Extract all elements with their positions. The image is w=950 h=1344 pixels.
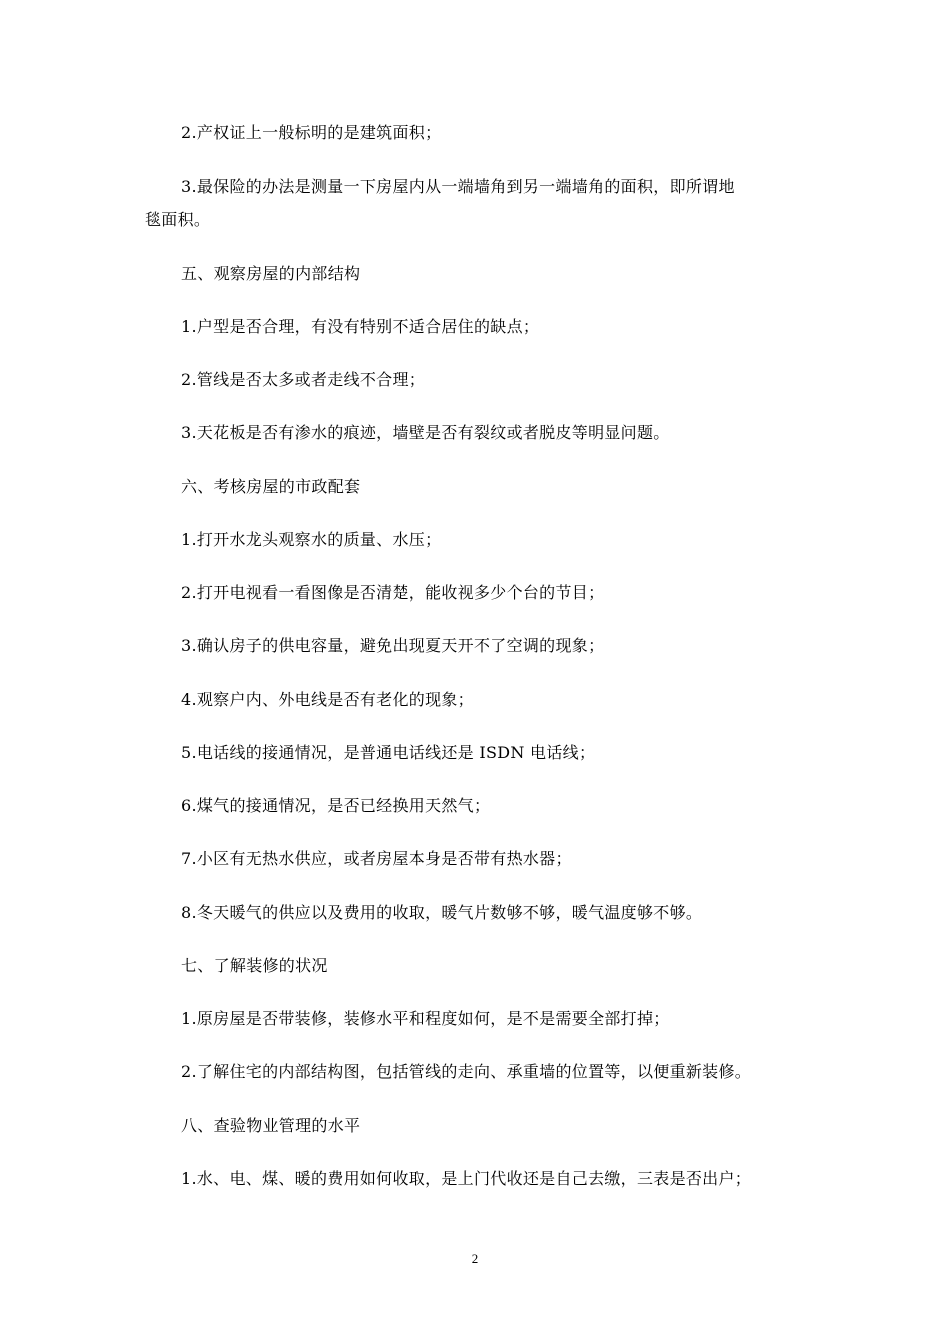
- paragraph-property-cert: 2.产权证上一般标明的是建筑面积；: [181, 123, 442, 142]
- paragraph-ceiling: 3.天花板是否有渗水的痕迹，墙壁是否有裂纹或者脱皮等明显问题。: [181, 423, 670, 442]
- paragraph-measure-method-cont: 毯面积。: [145, 210, 211, 229]
- paragraph-layout: 1.户型是否合理，有没有特别不适合居住的缺点；: [181, 317, 540, 336]
- paragraph-water: 1.打开水龙头观察水的质量、水压；: [181, 530, 442, 549]
- paragraph-gas: 6.煤气的接通情况，是否已经换用天然气；: [181, 796, 491, 815]
- paragraph-phone: 5.电话线的接通情况，是普通电话线还是 ISDN 电话线；: [181, 743, 596, 762]
- paragraph-hot-water: 7.小区有无热水供应，或者房屋本身是否带有热水器；: [181, 849, 572, 868]
- paragraph-pipes: 2.管线是否太多或者走线不合理；: [181, 370, 426, 389]
- section-heading-8: 八、查验物业管理的水平: [181, 1116, 361, 1135]
- paragraph-fees: 1.水、电、煤、暖的费用如何收取，是上门代收还是自己去缴，三表是否出户；: [181, 1169, 752, 1188]
- paragraph-wiring: 4.观察户内、外电线是否有老化的现象；: [181, 690, 474, 709]
- section-heading-7: 七、了解装修的状况: [181, 956, 328, 975]
- page-number: 2: [471, 1251, 479, 1266]
- paragraph-power: 3.确认房子的供电容量，避免出现夏天开不了空调的现象；: [181, 636, 605, 655]
- paragraph-renovation: 1.原房屋是否带装修，装修水平和程度如何，是不是需要全部打掉；: [181, 1009, 670, 1028]
- paragraph-measure-method: 3.最保险的办法是测量一下房屋内从一端墙角到另一端墙角的面积，即所谓地: [181, 177, 735, 196]
- section-heading-5: 五、观察房屋的内部结构: [181, 264, 361, 283]
- paragraph-heating: 8.冬天暖气的供应以及费用的收取，暖气片数够不够，暖气温度够不够。: [181, 903, 703, 922]
- section-heading-6: 六、考核房屋的市政配套: [181, 477, 361, 496]
- paragraph-tv: 2.打开电视看一看图像是否清楚，能收视多少个台的节目；: [181, 583, 605, 602]
- paragraph-structure: 2.了解住宅的内部结构图，包括管线的走向、承重墙的位置等，以便重新装修。: [181, 1062, 752, 1081]
